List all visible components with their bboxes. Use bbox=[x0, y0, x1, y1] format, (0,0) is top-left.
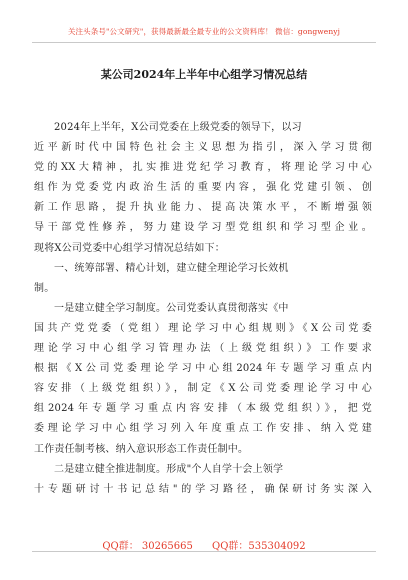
paragraph-line: 导干部党性修养，努力建设学习型党组织和学习型企业。 bbox=[34, 222, 372, 234]
paragraph-line: 根据《X公司党委理论学习中心组2024年专题学习重点内 bbox=[34, 363, 372, 375]
document-body bbox=[34, 118, 372, 500]
section-heading-line: 制。 bbox=[34, 282, 55, 294]
paragraph-line: 党的XX大精神，扎实推进党纪学习教育，将理论学习中心 bbox=[34, 162, 372, 174]
paragraph-line: 委理论学习中心组学习列入年度重点工作安排、纳入党建 bbox=[34, 423, 372, 435]
document-title: 某公司2024年上半年中心组学习情况总结 bbox=[100, 68, 308, 81]
section-heading-line: 一、统筹部署、精心计划，建立健全理论学习长效机 bbox=[54, 262, 289, 274]
paragraph-line: 理论学习中心组学习管理办法（上级党组织）》工作要求 bbox=[34, 343, 372, 355]
header-banner: 关注头条号"公文研究"，获得最新最全最专业的公文资料库！ 微信：gongwenyj bbox=[67, 27, 341, 36]
paragraph-line: 容安排（上级党组织）》，制定《X公司党委理论学习中心 bbox=[34, 383, 372, 395]
footer-contact bbox=[0, 537, 408, 552]
paragraph-line: 国共产党党委（党组）理论学习中心组规则》《X公司党委 bbox=[34, 322, 372, 334]
paragraph-line: 二是建立健全推进制度。形成"个人自学十会上领学 bbox=[54, 463, 284, 475]
paragraph-line: 十专题研讨十书记总结"的学习路径，确保研讨务实深入 bbox=[34, 483, 372, 495]
paragraph-line: 近平新时代中国特色社会主义思想为指引，深入学习贯彻 bbox=[34, 142, 372, 154]
paragraph-line: 组2024年专题学习重点内容安排（本级党组织）》，把党 bbox=[34, 403, 372, 415]
footer-qq-group-2: QQ群：535304092 bbox=[212, 541, 306, 552]
paragraph-line: 一是建立健全学习制度。公司党委认真贯彻落实《中 bbox=[54, 302, 289, 314]
header-divider bbox=[32, 42, 376, 43]
paragraph-line: 现将X公司党委中心组学习情况总结如下： bbox=[34, 242, 225, 254]
footer-qq-group-1: QQ群： 30265665 bbox=[102, 541, 193, 552]
paragraph-line: 工作责任制考核、纳入意识形态工作责任制中。 bbox=[34, 443, 249, 455]
paragraph-line: 新工作思路，提升执业能力、提高决策水平，不断增强领 bbox=[34, 202, 372, 214]
footer-divider bbox=[32, 551, 376, 552]
paragraph-line: 组作为党委党内政治生活的重要内容，强化党建引领、创 bbox=[34, 182, 372, 194]
paragraph-line: 2024年上半年，X公司党委在上级党委的领导下，以习 bbox=[54, 122, 302, 133]
